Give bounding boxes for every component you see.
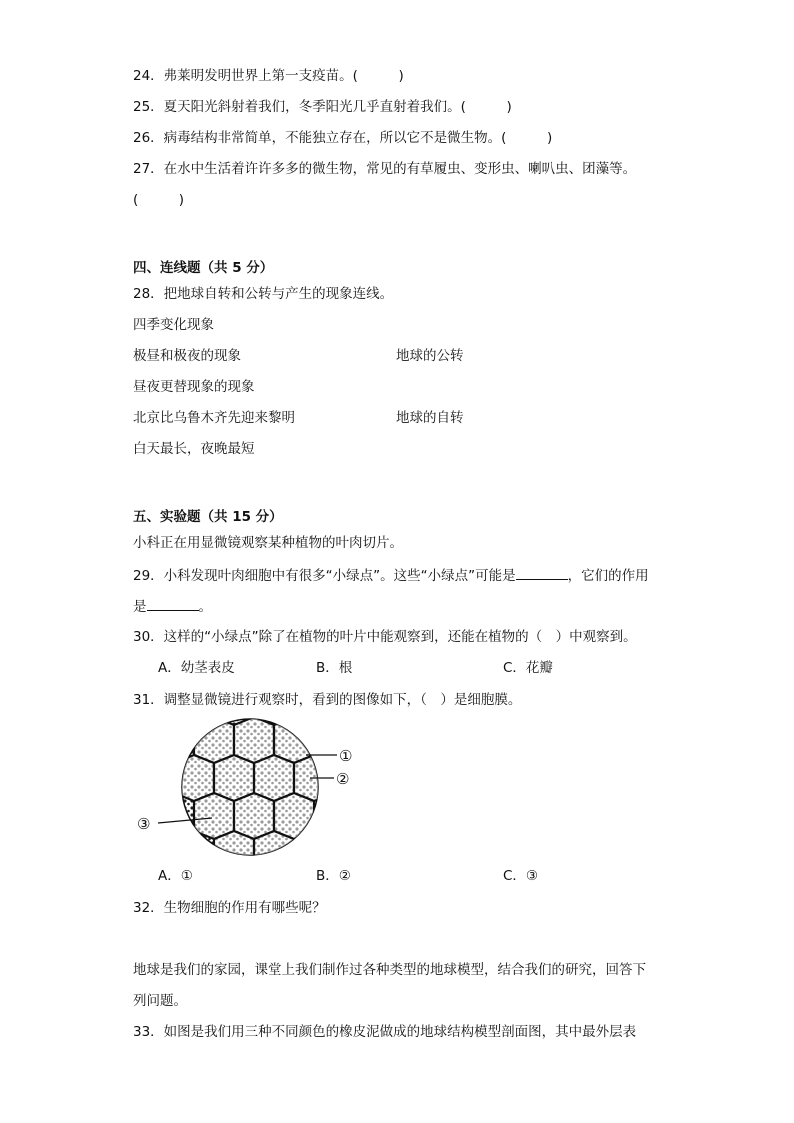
question-30: 30．这样的“小绿点”除了在植物的叶片中能观察到，还能在植物的（ ）中观察到。 (133, 629, 637, 645)
question-31: 31．调整显微镜进行观察时，看到的图像如下，（ ）是细胞膜。 (133, 692, 522, 708)
q30-option-c: C．花瓣 (503, 660, 553, 676)
question-27-answer-paren: ( ) (133, 192, 185, 208)
section-heading-experiment: 五、实验题（共 15 分） (133, 509, 283, 525)
question-29-text: 是 (133, 599, 147, 615)
question-29-text: 29．小科发现叶肉细胞中有很多“小绿点”。这些“小绿点”可能是 (133, 568, 516, 584)
matching-right-item: 地球的公转 (396, 348, 464, 364)
earth-intro-line1: 地球是我们的家园，课堂上我们制作过各种类型的地球模型，结合我们的研究，回答下 (133, 962, 646, 978)
matching-left-item: 白天最长，夜晚最短 (133, 441, 255, 457)
question-29-line1 (133, 565, 649, 586)
figure-label-2: ② (336, 770, 350, 788)
question-33: 33．如图是我们用三种不同颜色的橡皮泥做成的地球结构模型剖面图，其中最外层表 (133, 1024, 637, 1040)
q30-option-b: B．根 (316, 660, 353, 676)
q31-option-a: A．① (158, 868, 193, 884)
question-32: 32．生物细胞的作用有哪些呢？ (133, 900, 326, 916)
experiment-intro: 小科正在用显微镜观察某种植物的叶肉切片。 (133, 535, 403, 551)
q30-option-a: A．幼茎表皮 (158, 660, 235, 676)
question-29-line2 (133, 596, 212, 617)
question-24: 24．弗莱明发明世界上第一支疫苗。( ) (133, 68, 404, 84)
question-25: 25．夏天阳光斜射着我们，冬季阳光几乎直射着我们。( ) (133, 99, 512, 115)
leaf-cell-microscope-figure (134, 715, 374, 860)
question-29-text: 。 (198, 599, 212, 615)
figure-label-3: ③ (137, 815, 151, 833)
cell-walls (174, 717, 334, 860)
earth-intro-line2: 列问题。 (133, 993, 187, 1009)
section-heading-matching: 四、连线题（共 5 分） (133, 260, 274, 276)
question-29-text: ，它们的作用 (567, 568, 649, 584)
question-28: 28．把地球自转和公转与产生的现象连线。 (133, 286, 394, 302)
question-27: 27．在水中生活着许许多多的微生物，常见的有草履虫、变形虫、喇叭虫、团藻等。 (133, 161, 637, 177)
answer-blank[interactable] (516, 565, 568, 580)
figure-label-1: ① (339, 747, 353, 765)
matching-left-item: 昼夜更替现象的现象 (133, 379, 255, 395)
matching-right-item: 地球的自转 (396, 410, 464, 426)
matching-left-item: 四季变化现象 (133, 317, 214, 333)
answer-blank[interactable] (147, 596, 199, 611)
question-26: 26．病毒结构非常简单，不能独立存在，所以它不是微生物。( ) (133, 130, 553, 146)
q31-option-b: B．② (316, 868, 351, 884)
q31-option-c: C．③ (503, 868, 539, 884)
matching-left-item: 北京比乌鲁木齐先迎来黎明 (133, 410, 295, 426)
matching-left-item: 极昼和极夜的现象 (133, 348, 241, 364)
